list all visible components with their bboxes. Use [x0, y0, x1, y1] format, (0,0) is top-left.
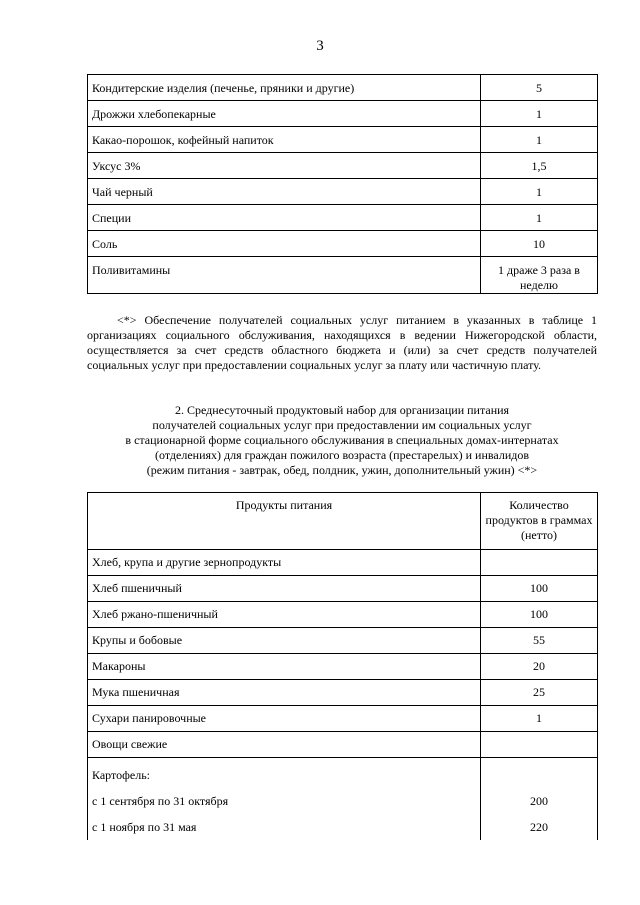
quantity-cell: 25	[481, 680, 598, 706]
quantity-cell: 1	[481, 205, 598, 231]
product-cell: Дрожжи хлебопекарные	[88, 101, 481, 127]
product-cell	[88, 758, 481, 841]
potato-quantity-empty	[485, 762, 593, 788]
section-heading	[87, 403, 597, 478]
table-row	[88, 179, 598, 205]
potato-quantity: 200	[530, 794, 548, 808]
quantity-cell: 1	[481, 127, 598, 153]
table-header-row	[88, 493, 598, 550]
column-header-quantity: Количество продуктов в граммах (нетто)	[481, 493, 598, 550]
quantity-cell: 10	[481, 231, 598, 257]
product-cell: Какао-порошок, кофейный напиток	[88, 127, 481, 153]
potato-period: с 1 сентября по 31 октября	[92, 794, 229, 808]
table-row	[88, 680, 598, 706]
food-norms-table-continued	[87, 74, 598, 294]
potato-period: с 1 ноября по 31 мая	[92, 820, 197, 834]
table-row	[88, 732, 598, 758]
quantity-cell: 5	[481, 75, 598, 101]
footnote: <*> Обеспечение получателей социальных услуг питанием в указанных в таблице 1 организациях социального обслуживания, находящихся в ведении Нижегородской области, осуществляется за счет средств областного бюджета и (или) за счет средств получателей социальных услуг при предоставлении социальных услуг за плату или частичную плату.	[87, 313, 597, 372]
quantity-cell	[481, 550, 598, 576]
product-cell: Крупы и бобовые	[88, 628, 481, 654]
product-cell: Чай черный	[88, 179, 481, 205]
product-cell: Хлеб пшеничный	[88, 576, 481, 602]
quantity-cell: 1,5	[481, 153, 598, 179]
quantity-cell: 20	[481, 654, 598, 680]
table-row	[88, 127, 598, 153]
table-row	[88, 101, 598, 127]
quantity-cell	[481, 758, 598, 841]
page-number: 3	[316, 38, 324, 54]
quantity-cell: 100	[481, 576, 598, 602]
quantity-cell: 1	[481, 179, 598, 205]
table-row	[88, 706, 598, 732]
quantity-cell: 55	[481, 628, 598, 654]
heading-line: (отделениях) для граждан пожилого возраста (престарелых) и инвалидов	[154, 448, 530, 462]
potato-label: Картофель:	[92, 768, 150, 782]
product-cell: Специи	[88, 205, 481, 231]
quantity-cell: 1	[481, 101, 598, 127]
heading-line: (режим питания - завтрак, обед, полдник, ужин, дополнительный ужин) <*>	[146, 463, 538, 477]
daily-food-set-table	[87, 492, 598, 840]
table-row	[88, 257, 598, 294]
product-cell: Кондитерские изделия (печенье, пряники и другие)	[88, 75, 481, 101]
table-row	[88, 654, 598, 680]
quantity-cell: 1	[481, 706, 598, 732]
quantity-cell	[481, 732, 598, 758]
table-row	[88, 231, 598, 257]
product-cell: Овощи свежие	[88, 732, 481, 758]
heading-line: в стационарной форме социального обслуживания в специальных домах-интернатах	[125, 433, 559, 447]
product-cell: Хлеб, крупа и другие зернопродукты	[88, 550, 481, 576]
column-header-product: Продукты питания	[88, 493, 481, 550]
quantity-cell: 1 драже 3 раза в неделю	[481, 257, 598, 294]
table-row	[88, 205, 598, 231]
potato-quantity: 220	[530, 820, 548, 834]
table-row	[88, 550, 598, 576]
heading-line: получателей социальных услуг при предоставлении им социальных услуг	[152, 418, 532, 432]
product-cell: Макароны	[88, 654, 481, 680]
product-cell: Хлеб ржано-пшеничный	[88, 602, 481, 628]
table-row-potato	[88, 758, 598, 841]
product-cell: Сухари панировочные	[88, 706, 481, 732]
table-row	[88, 576, 598, 602]
product-cell: Соль	[88, 231, 481, 257]
product-cell: Мука пшеничная	[88, 680, 481, 706]
table-row	[88, 628, 598, 654]
table-row	[88, 602, 598, 628]
heading-line: 2. Среднесуточный продуктовый набор для организации питания	[174, 403, 510, 417]
table-row	[88, 153, 598, 179]
table-row	[88, 75, 598, 101]
product-cell: Уксус 3%	[88, 153, 481, 179]
product-cell: Поливитамины	[88, 257, 481, 294]
quantity-cell: 100	[481, 602, 598, 628]
